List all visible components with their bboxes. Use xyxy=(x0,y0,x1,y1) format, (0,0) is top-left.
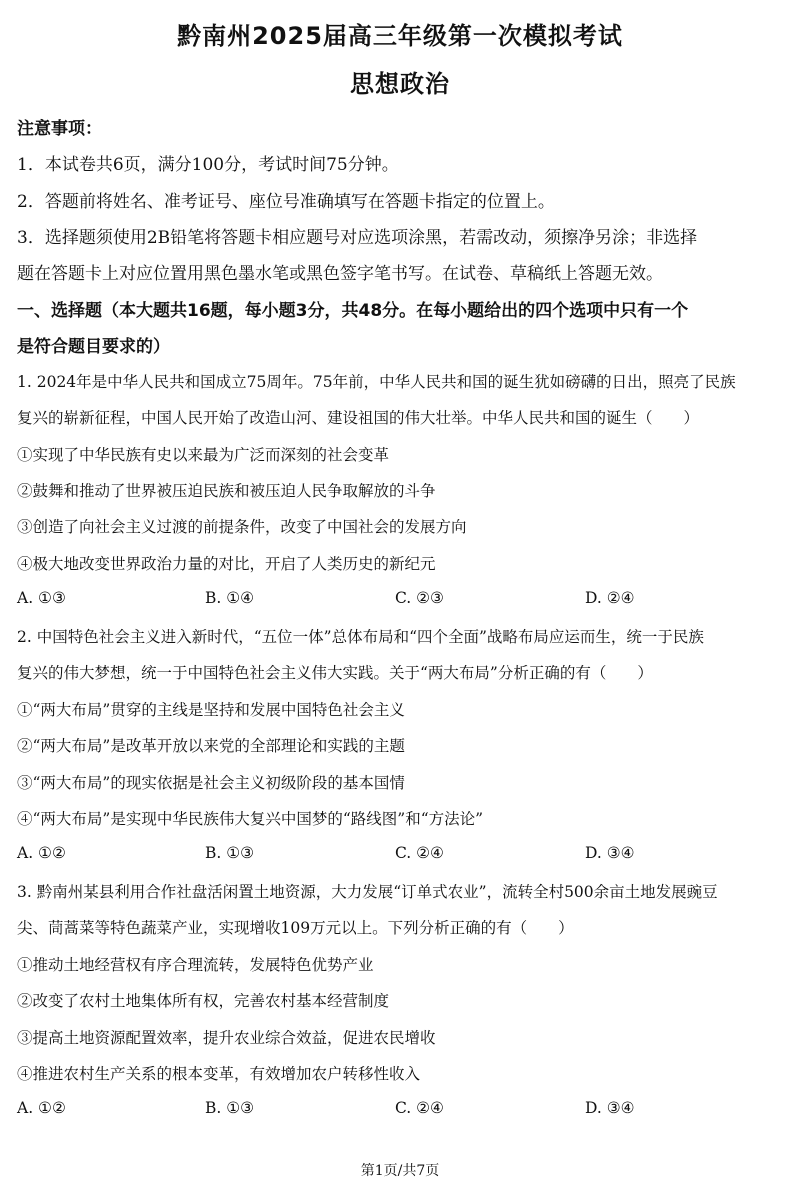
question-1-stem: 1. 2024年是中华人民共和国成立75周年。75年前，中华人民共和国的诞生犹如磅礴的日出，照亮了民族 xyxy=(17,373,736,391)
question-3-stem: 尖、茼蒿菜等特色蔬菜产业，实现增收109万元以上。下列分析正确的有（ ） xyxy=(17,919,574,937)
question-3-statement: ④推进农村生产关系的根本变革，有效增加农户转移性收入 xyxy=(17,1065,421,1083)
section-title-continued: 是符合题目要求的） xyxy=(17,337,170,357)
note-item: 题在答题卡上对应位置用黑色墨水笔或黑色签字笔书写。在试卷、草稿纸上答题无效。 xyxy=(17,264,663,284)
question-2-stem: 2. 中国特色社会主义进入新时代，“五位一体”总体布局和“四个全面”战略布局应运而生，统一于民族 xyxy=(17,628,704,646)
question-2-statement: ①“两大布局”贯穿的主线是坚持和发展中国特色社会主义 xyxy=(17,701,405,719)
question-1-option-a: A. ①③ xyxy=(17,589,66,607)
subject-title: 思想政治 xyxy=(350,70,450,98)
question-1-statement: ②鼓舞和推动了世界被压迫民族和被压迫人民争取解放的斗争 xyxy=(17,482,436,500)
question-2-option-b: B. ①③ xyxy=(205,844,255,862)
question-2-statement: ③“两大布局”的现实依据是社会主义初级阶段的基本国情 xyxy=(17,774,405,792)
note-item: 3．选择题须使用2B铅笔将答题卡相应题号对应选项涂黑，若需改动，须擦净另涂；非选择 xyxy=(17,228,698,248)
section-title: 一、选择题（本大题共16题，每小题3分，共48分。在每小题给出的四个选项中只有一个 xyxy=(17,301,689,321)
question-3-option-d: D. ③④ xyxy=(585,1099,635,1117)
question-3-option-b: B. ①③ xyxy=(205,1099,255,1117)
question-3-option-c: C. ②④ xyxy=(395,1099,444,1117)
question-1-statement: ④极大地改变世界政治力量的对比，开启了人类历史的新纪元 xyxy=(17,555,436,573)
question-3-option-a: A. ①② xyxy=(17,1099,66,1117)
question-3-stem: 3. 黔南州某县利用合作社盘活闲置土地资源，大力发展“订单式农业”，流转全村500余亩土地发展豌豆 xyxy=(17,883,718,901)
question-2-statement: ②“两大布局”是改革开放以来党的全部理论和实践的主题 xyxy=(17,737,405,755)
question-2-option-c: C. ②④ xyxy=(395,844,444,862)
question-2-statement: ④“两大布局”是实现中华民族伟大复兴中国梦的“路线图”和“方法论” xyxy=(17,810,484,828)
question-1-option-d: D. ②④ xyxy=(585,589,635,607)
notes-heading: 注意事项： xyxy=(17,119,102,139)
question-2-option-d: D. ③④ xyxy=(585,844,635,862)
question-3-statement: ②改变了农村土地集体所有权，完善农村基本经营制度 xyxy=(17,992,390,1010)
question-1-statement: ③创造了向社会主义过渡的前提条件，改变了中国社会的发展方向 xyxy=(17,518,467,536)
question-1-stem: 复兴的崭新征程，中国人民开始了改造山河、建设祖国的伟大壮举。中华人民共和国的诞生（ ） xyxy=(17,409,700,427)
page-number: 第1页/共7页 xyxy=(360,1163,440,1179)
question-1-option-c: C. ②③ xyxy=(395,589,444,607)
question-1-statement: ①实现了中华民族有史以来最为广泛而深刻的社会变革 xyxy=(17,446,390,464)
exam-title: 黔南州2025届高三年级第一次模拟考试 xyxy=(177,22,623,50)
question-3-statement: ①推动土地经营权有序合理流转，发展特色优势产业 xyxy=(17,956,374,974)
note-item: 1．本试卷共6页，满分100分，考试时间75分钟。 xyxy=(17,155,399,175)
question-2-option-a: A. ①② xyxy=(17,844,66,862)
note-item: 2．答题前将姓名、准考证号、座位号准确填写在答题卡指定的位置上。 xyxy=(17,192,555,212)
question-3-statement: ③提高土地资源配置效率，提升农业综合效益，促进农民增收 xyxy=(17,1029,436,1047)
question-1-option-b: B. ①④ xyxy=(205,589,255,607)
question-2-stem: 复兴的伟大梦想，统一于中国特色社会主义伟大实践。关于“两大布局”分析正确的有（ ） xyxy=(17,664,653,682)
